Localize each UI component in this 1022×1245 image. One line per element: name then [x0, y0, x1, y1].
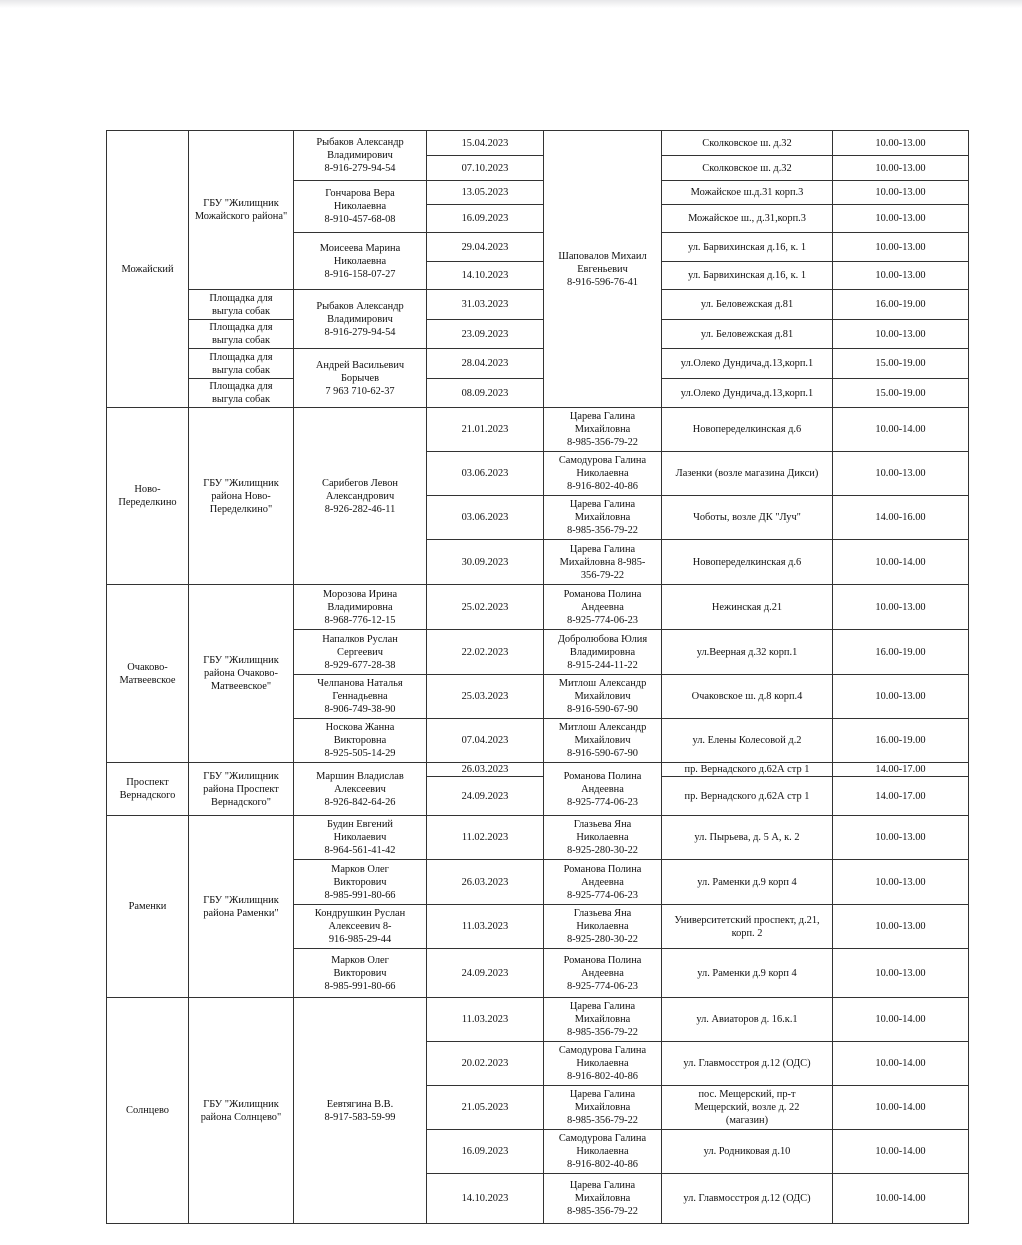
table-row: [107, 290, 969, 320]
event-address: ул.Олеко Дундича,д.13,корп.1: [662, 379, 833, 408]
event-time: 10.00-13.00: [833, 320, 969, 349]
event-address: ул. Беловежская д.81: [662, 290, 833, 320]
event-date: 03.06.2023: [427, 452, 544, 496]
event-time: 10.00-13.00: [833, 181, 969, 205]
organization: ГБУ "Жилищник района Раменки": [189, 816, 294, 998]
event-address: ул. Раменки д.9 корп 4: [662, 860, 833, 905]
event-address: пр. Вернадского д.62А стр 1: [662, 777, 833, 816]
event-date: 11.03.2023: [427, 998, 544, 1042]
event-time: 16.00-19.00: [833, 719, 969, 763]
contact-person: Самодурова Галина Николаевна 8-916-802-40-86: [544, 1042, 662, 1086]
event-date: 11.02.2023: [427, 816, 544, 860]
table-row: [107, 320, 969, 349]
event-date: 03.06.2023: [427, 496, 544, 540]
event-time: 10.00-14.00: [833, 408, 969, 452]
contact-person: Царева Галина Михайловна 8-985-356-79-22: [544, 408, 662, 452]
event-date: 20.02.2023: [427, 1042, 544, 1086]
responsible-person: Кондрушкин Руслан Алексеевич 8- 916-985-29-44: [294, 905, 427, 949]
organization: ГБУ "Жилищник района Очаково- Матвеевское": [189, 585, 294, 763]
table-row: [107, 585, 969, 630]
event-address: ул. Родниковая д.10: [662, 1130, 833, 1174]
event-address: ул. Главмосстроя д.12 (ОДС): [662, 1042, 833, 1086]
event-time: 15.00-19.00: [833, 349, 969, 379]
event-address: Чоботы, возле ДК "Луч": [662, 496, 833, 540]
table-row: [107, 763, 969, 777]
event-date: 26.03.2023: [427, 860, 544, 905]
table-row: [107, 816, 969, 860]
event-address: Лазенки (возле магазина Дикси): [662, 452, 833, 496]
contact-person: Царева Галина Михайловна 8-985- 356-79-22: [544, 540, 662, 585]
event-address: ул. Авиаторов д. 16.к.1: [662, 998, 833, 1042]
responsible-person: Гончарова Вера Николаевна 8-910-457-68-08: [294, 181, 427, 233]
event-date: 31.03.2023: [427, 290, 544, 320]
event-date: 14.10.2023: [427, 262, 544, 290]
event-date: 29.04.2023: [427, 233, 544, 262]
event-address: Сколковское ш. д.32: [662, 131, 833, 156]
contact-person: Самодурова Галина Николаевна 8-916-802-40-86: [544, 452, 662, 496]
event-date: 08.09.2023: [427, 379, 544, 408]
responsible-person: Будин Евгений Николаевич 8-964-561-41-42: [294, 816, 427, 860]
event-address: Можайское ш.д.31 корп.3: [662, 181, 833, 205]
contact-person: Глазьева Яна Николаевна 8-925-280-30-22: [544, 905, 662, 949]
event-address: Новопеределкинская д.6: [662, 540, 833, 585]
event-date: 14.10.2023: [427, 1174, 544, 1224]
event-date: 11.03.2023: [427, 905, 544, 949]
event-date: 25.02.2023: [427, 585, 544, 630]
contact-person: Романова Полина Андеевна 8-925-774-06-23: [544, 585, 662, 630]
event-address: Можайское ш., д.31,корп.3: [662, 205, 833, 233]
district-name: Проспект Вернадского: [107, 763, 189, 816]
responsible-person: Напалков Руслан Сергеевич 8-929-677-28-38: [294, 630, 427, 675]
event-address: ул. Пырьева, д. 5 А, к. 2: [662, 816, 833, 860]
event-address: Новопеределкинская д.6: [662, 408, 833, 452]
event-date: 07.10.2023: [427, 156, 544, 181]
event-time: 10.00-14.00: [833, 1174, 969, 1224]
contact-person: Романова Полина Андеевна 8-925-774-06-23: [544, 763, 662, 816]
site-type: Площадка для выгула собак: [189, 349, 294, 379]
responsible-person: Маршин Владислав Алексеевич 8-926-842-64-26: [294, 763, 427, 816]
contact-person: Царева Галина Михайловна 8-985-356-79-22: [544, 998, 662, 1042]
site-type: Площадка для выгула собак: [189, 290, 294, 320]
event-time: 10.00-14.00: [833, 540, 969, 585]
event-time: 16.00-19.00: [833, 290, 969, 320]
district-name: Солнцево: [107, 998, 189, 1224]
event-date: 30.09.2023: [427, 540, 544, 585]
organization: ГБУ "Жилищник района Ново- Переделкино": [189, 408, 294, 585]
event-time: 10.00-13.00: [833, 262, 969, 290]
organization: ГБУ "Жилищник района Проспект Вернадского": [189, 763, 294, 816]
event-date: 22.02.2023: [427, 630, 544, 675]
table-row: [107, 349, 969, 379]
event-date: 21.01.2023: [427, 408, 544, 452]
contact-person: Царева Галина Михайловна 8-985-356-79-22: [544, 1086, 662, 1130]
responsible-person: Морозова Ирина Владимировна 8-968-776-12-15: [294, 585, 427, 630]
event-address: ул. Барвихинская д.16, к. 1: [662, 233, 833, 262]
district-name: Ново- Переделкино: [107, 408, 189, 585]
event-time: 10.00-13.00: [833, 585, 969, 630]
district-name: Очаково- Матвеевское: [107, 585, 189, 763]
event-time: 10.00-13.00: [833, 675, 969, 719]
event-date: 23.09.2023: [427, 320, 544, 349]
contact-person: Митлош Александр Михайлович 8-916-590-67-90: [544, 719, 662, 763]
schedule-table: [106, 130, 969, 1224]
event-address: Нежинская д.21: [662, 585, 833, 630]
event-address: пос. Мещерский, пр-т Мещерский, возле д. 22 (магазин): [662, 1086, 833, 1130]
contact-person: Шаповалов Михаил Евгеньевич 8-916-596-76-41: [544, 131, 662, 408]
event-date: 13.05.2023: [427, 181, 544, 205]
contact-person: Добролюбова Юлия Владимировна 8-915-244-11-22: [544, 630, 662, 675]
event-address: ул.Олеко Дундича,д.13,корп.1: [662, 349, 833, 379]
responsible-person: Рыбаков Александр Владимирович 8-916-279-94-54: [294, 290, 427, 349]
contact-person: Царева Галина Михайловна 8-985-356-79-22: [544, 496, 662, 540]
event-address: пр. Вернадского д.62А стр 1: [662, 763, 833, 777]
event-address: ул. Главмосстроя д.12 (ОДС): [662, 1174, 833, 1224]
event-time: 14.00-17.00: [833, 763, 969, 777]
responsible-person: Моисеева Марина Николаевна 8-916-158-07-27: [294, 233, 427, 290]
event-address: Сколковское ш. д.32: [662, 156, 833, 181]
contact-person: Глазьева Яна Николаевна 8-925-280-30-22: [544, 816, 662, 860]
table-row: [107, 998, 969, 1042]
event-date: 25.03.2023: [427, 675, 544, 719]
responsible-person: Рыбаков Александр Владимирович 8-916-279-94-54: [294, 131, 427, 181]
event-time: 10.00-13.00: [833, 905, 969, 949]
event-address: ул. Барвихинская д.16, к. 1: [662, 262, 833, 290]
district-name: Можайский: [107, 131, 189, 408]
event-time: 10.00-13.00: [833, 205, 969, 233]
table-row: [107, 131, 969, 156]
event-time: 10.00-14.00: [833, 1086, 969, 1130]
event-time: 10.00-13.00: [833, 233, 969, 262]
contact-person: Царева Галина Михайловна 8-985-356-79-22: [544, 1174, 662, 1224]
contact-person: Романова Полина Андеевна 8-925-774-06-23: [544, 860, 662, 905]
scan-edge: [0, 0, 1022, 8]
table-row: [107, 408, 969, 452]
organization: ГБУ "Жилищник Можайского района": [189, 131, 294, 290]
event-date: 28.04.2023: [427, 349, 544, 379]
event-time: 16.00-19.00: [833, 630, 969, 675]
contact-person: Митлош Александр Михайлович 8-916-590-67-90: [544, 675, 662, 719]
event-address: Университетский проспект, д.21, корп. 2: [662, 905, 833, 949]
event-address: ул. Беловежская д.81: [662, 320, 833, 349]
responsible-person: Марков Олег Викторович 8-985-991-80-66: [294, 949, 427, 998]
site-type: Площадка для выгула собак: [189, 320, 294, 349]
event-date: 21.05.2023: [427, 1086, 544, 1130]
event-time: 10.00-14.00: [833, 998, 969, 1042]
event-date: 24.09.2023: [427, 777, 544, 816]
event-time: 10.00-13.00: [833, 131, 969, 156]
responsible-person: Сарибегов Левон Александрович 8-926-282-46-11: [294, 408, 427, 585]
event-address: ул.Веерная д.32 корп.1: [662, 630, 833, 675]
organization: ГБУ "Жилищник района Солнцево": [189, 998, 294, 1224]
event-time: 10.00-13.00: [833, 156, 969, 181]
district-name: Раменки: [107, 816, 189, 998]
event-date: 15.04.2023: [427, 131, 544, 156]
responsible-person: Носкова Жанна Викторовна 8-925-505-14-29: [294, 719, 427, 763]
contact-person: Самодурова Галина Николаевна 8-916-802-40-86: [544, 1130, 662, 1174]
event-time: 14.00-17.00: [833, 777, 969, 816]
table-row: [107, 379, 969, 408]
event-address: ул. Елены Колесовой д.2: [662, 719, 833, 763]
responsible-person: Челпанова Наталья Геннадьевна 8-906-749-38-90: [294, 675, 427, 719]
event-time: 14.00-16.00: [833, 496, 969, 540]
site-type: Площадка для выгула собак: [189, 379, 294, 408]
contact-person: Романова Полина Андеевна 8-925-774-06-23: [544, 949, 662, 998]
event-time: 15.00-19.00: [833, 379, 969, 408]
event-date: 16.09.2023: [427, 1130, 544, 1174]
event-date: 07.04.2023: [427, 719, 544, 763]
event-time: 10.00-13.00: [833, 860, 969, 905]
event-time: 10.00-14.00: [833, 1130, 969, 1174]
event-time: 10.00-14.00: [833, 1042, 969, 1086]
event-address: ул. Раменки д.9 корп 4: [662, 949, 833, 998]
responsible-person: Еевтягина В.В. 8-917-583-59-99: [294, 998, 427, 1224]
event-date: 16.09.2023: [427, 205, 544, 233]
event-time: 10.00-13.00: [833, 949, 969, 998]
responsible-person: Андрей Васильевич Борычев 7 963 710-62-37: [294, 349, 427, 408]
responsible-person: Марков Олег Викторович 8-985-991-80-66: [294, 860, 427, 905]
event-address: Очаковское ш. д.8 корп.4: [662, 675, 833, 719]
event-date: 26.03.2023: [427, 763, 544, 777]
event-date: 24.09.2023: [427, 949, 544, 998]
event-time: 10.00-13.00: [833, 452, 969, 496]
event-time: 10.00-13.00: [833, 816, 969, 860]
